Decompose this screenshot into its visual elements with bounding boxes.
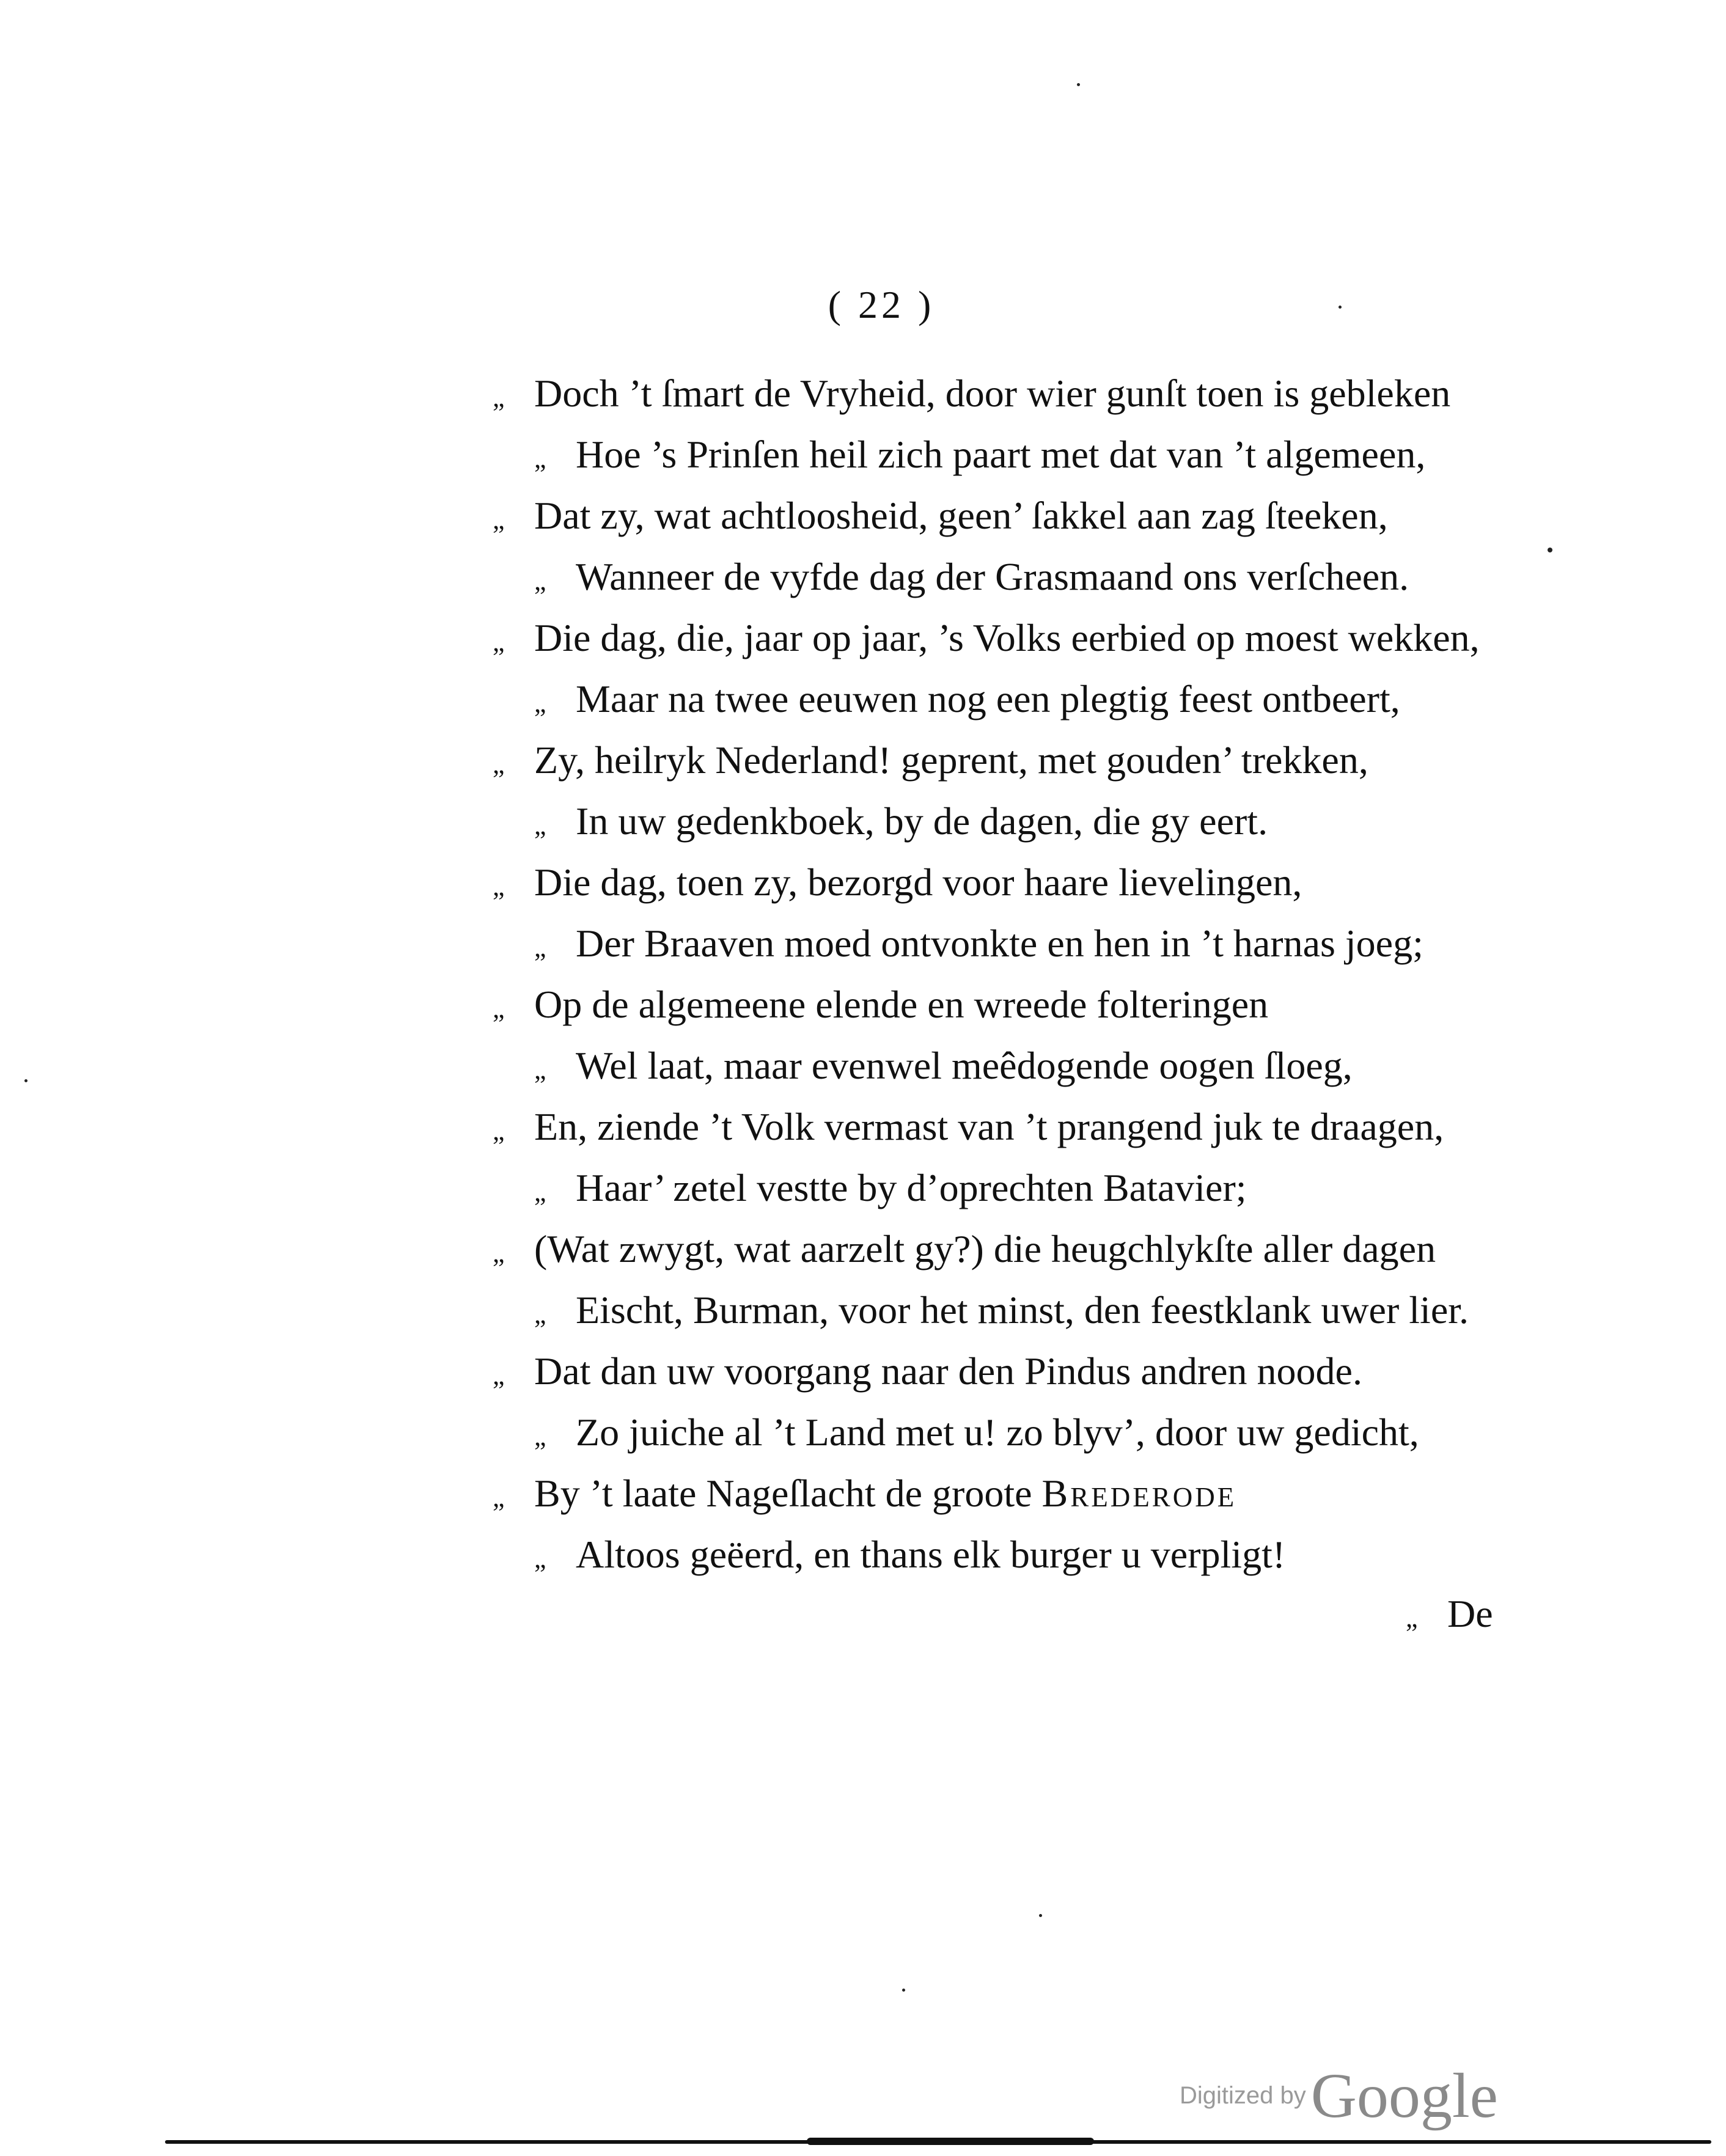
line-text: Die dag, toen zy, bezorgd voor haare lievelingen, bbox=[534, 860, 1302, 904]
digitized-by-google-watermark bbox=[1180, 2059, 1498, 2132]
line-text: Doch ’t ſmart de Vryheid, door wier gunſt toen is gebleken bbox=[534, 372, 1451, 415]
quote-mark: „ bbox=[493, 383, 505, 413]
quote-mark: „ bbox=[534, 1544, 546, 1574]
line-text: Hoe ’s Prinſen heil zich paart met dat van ’t algemeen, bbox=[576, 433, 1426, 476]
line-text: Zo juiche al ’t Land met u! zo blyv’, door uw gedicht, bbox=[576, 1410, 1419, 1454]
poem-line bbox=[534, 435, 1425, 474]
quote-mark: „ bbox=[1406, 1603, 1418, 1633]
emphasized-name: Brederode bbox=[1041, 1472, 1237, 1515]
quote-mark: „ bbox=[534, 566, 546, 596]
poem-line bbox=[534, 557, 1409, 596]
scan-speck bbox=[1039, 1914, 1042, 1917]
line-text: (Wat zwygt, wat aarzelt gy?) die heugchlykſte aller dagen bbox=[534, 1227, 1436, 1270]
line-text: Zy, heilryk Nederland! geprent, met gouden’ trekken, bbox=[534, 738, 1368, 782]
poem-line bbox=[534, 1046, 1353, 1085]
poem-line bbox=[493, 738, 1368, 782]
quote-mark: „ bbox=[493, 1483, 505, 1513]
quote-mark: „ bbox=[534, 1421, 546, 1451]
poem-line bbox=[534, 1168, 1247, 1208]
scan-speck bbox=[1548, 548, 1552, 552]
line-text: Altoos geëerd, en thans elk burger u verpligt! bbox=[576, 1533, 1286, 1576]
scan-speck bbox=[1339, 306, 1342, 309]
poem-line bbox=[493, 1107, 1444, 1146]
poem-line bbox=[493, 1227, 1436, 1270]
line-text: Op de algemeene elende en wreede folteringen bbox=[534, 983, 1269, 1026]
line-text: In uw gedenkboek, by de dagen, die gy eert. bbox=[576, 799, 1268, 843]
line-text: Wel laat, maar evenwel meêdogende oogen ſloeg, bbox=[576, 1044, 1353, 1087]
quote-mark: „ bbox=[493, 1360, 505, 1390]
quote-mark: „ bbox=[534, 444, 546, 474]
quote-mark: „ bbox=[534, 1055, 546, 1085]
poem-line bbox=[493, 618, 1480, 658]
quote-mark: „ bbox=[493, 505, 505, 535]
quote-mark: „ bbox=[534, 933, 546, 963]
line-text: Der Braaven moed ontvonkte en hen in ’t harnas joeg; bbox=[576, 922, 1423, 965]
poem-line bbox=[534, 1410, 1419, 1454]
quote-mark: „ bbox=[493, 1238, 505, 1268]
catchword-text: De bbox=[1447, 1592, 1493, 1635]
scan-speck bbox=[1077, 83, 1080, 86]
quote-mark: „ bbox=[493, 994, 505, 1024]
page-number: ( 22 ) bbox=[828, 283, 935, 326]
poem-line bbox=[534, 1535, 1285, 1574]
poem-line bbox=[493, 374, 1450, 413]
quote-mark: „ bbox=[534, 1177, 546, 1207]
line-text: Wanneer de vyfde dag der Grasmaand ons verſcheen. bbox=[576, 555, 1409, 598]
line-text: Eischt, Burman, voor het minst, den feestklank uwer lier. bbox=[576, 1288, 1469, 1332]
poem-line bbox=[493, 496, 1388, 535]
quote-mark: „ bbox=[534, 810, 546, 840]
line-text: En, ziende ’t Volk vermast van ’t prangend juk te draagen, bbox=[534, 1105, 1444, 1148]
scan-speck bbox=[902, 1989, 905, 1992]
catchword bbox=[1406, 1591, 1493, 1637]
poem-line bbox=[534, 677, 1400, 721]
poem-line bbox=[493, 860, 1302, 904]
poem-line bbox=[493, 1349, 1362, 1393]
quote-mark: „ bbox=[534, 1299, 546, 1329]
quote-mark: „ bbox=[493, 1116, 505, 1146]
quote-mark: „ bbox=[493, 871, 505, 901]
line-text: Die dag, die, jaar op jaar, ’s Volks eerbied op moest wekken, bbox=[534, 616, 1480, 659]
poem-line bbox=[493, 1474, 1236, 1513]
quote-mark: „ bbox=[534, 688, 546, 718]
line-text: By ’t laate Nageſlacht de groote bbox=[534, 1472, 1042, 1515]
line-text: Dat zy, wat achtloosheid, geen’ ſakkel aan zag ſteeken, bbox=[534, 494, 1388, 537]
poem-line bbox=[493, 985, 1268, 1024]
quote-mark: „ bbox=[493, 749, 505, 779]
line-text: Maar na twee eeuwen nog een plegtig feest ontbeert, bbox=[576, 677, 1400, 721]
poem-line bbox=[534, 1288, 1469, 1332]
scan-speck bbox=[24, 1079, 28, 1082]
page-bottom-edge-thick bbox=[807, 2138, 1094, 2145]
line-text: Haar’ zetel vestte by d’oprechten Batavier; bbox=[576, 1166, 1247, 1209]
google-logo: Google bbox=[1310, 2061, 1498, 2131]
watermark-prefix: Digitized by bbox=[1180, 2082, 1306, 2109]
line-text: Dat dan uw voorgang naar den Pindus andren noode. bbox=[534, 1349, 1362, 1393]
quote-mark: „ bbox=[493, 627, 505, 657]
poem-line bbox=[534, 924, 1423, 963]
poem-line bbox=[534, 799, 1268, 843]
